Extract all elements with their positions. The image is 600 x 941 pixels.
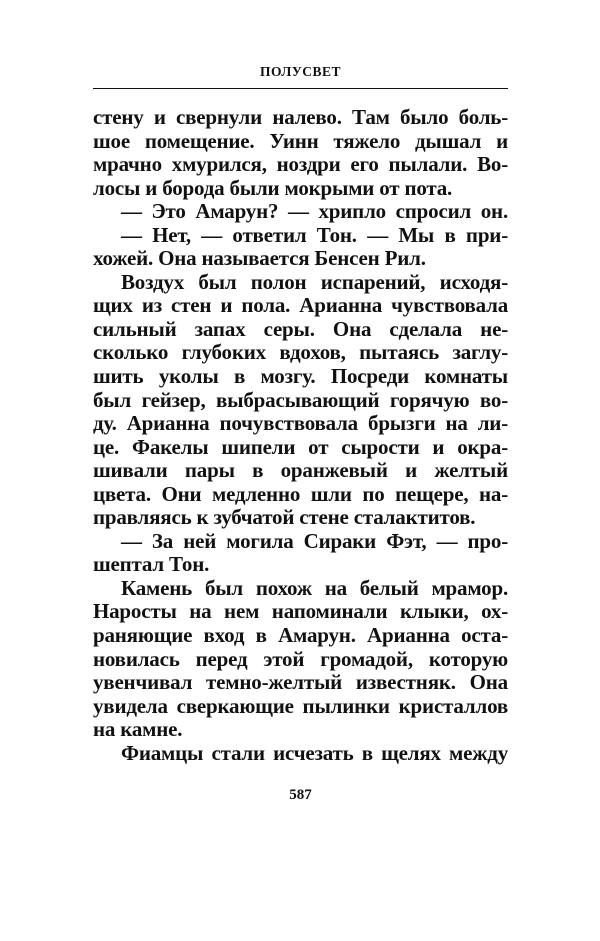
text-line: щих из стен и пола. Арианна чувствовала bbox=[93, 293, 508, 318]
text-line: увидела сверкающие пылинки кристаллов bbox=[93, 693, 508, 718]
text-line: Воздух был полон испарений, исходя- bbox=[121, 269, 508, 294]
text-line: увенчивал темно-желтый известняк. Она bbox=[93, 670, 508, 695]
text-line: — За ней могила Сираки Фэт, — про- bbox=[121, 528, 508, 553]
page-number: 587 bbox=[289, 787, 312, 803]
text-line: шивали пары в оранжевый и желтый bbox=[93, 458, 508, 483]
text-line: лосы и борода были мокрыми от пота. bbox=[93, 175, 453, 200]
running-head: ПОЛУСВЕТ bbox=[259, 64, 342, 79]
text-line: це. Факелы шипели от сырости и окра- bbox=[93, 434, 508, 459]
text-line: Камень был похож на белый мрамор. bbox=[121, 575, 508, 600]
text-line: — Нет, — ответил Тон. — Мы в при- bbox=[121, 222, 508, 247]
text-line: Фиамцы стали исчезать в щелях между bbox=[121, 740, 508, 765]
text-line: цвета. Они медленно шли по пещере, на- bbox=[93, 481, 508, 506]
text-line: сильный запах серы. Она сделала не- bbox=[93, 316, 508, 341]
text-line: ду. Арианна почувствовала брызги на ли- bbox=[93, 411, 508, 436]
text-line: мрачно хмурился, ноздри его пылали. Во- bbox=[93, 152, 508, 177]
text-line: шое помещение. Уинн тяжело дышал и bbox=[93, 128, 508, 153]
text-line: хожей. Она называется Бенсен Рил. bbox=[93, 246, 426, 271]
text-line: правляясь к зубчатой стене сталактитов. bbox=[93, 505, 476, 530]
text-line: стену и свернули налево. Там было боль- bbox=[93, 105, 508, 129]
text-line: шептал Тон. bbox=[93, 552, 210, 577]
text-line: раняющие вход в Амарун. Арианна оста- bbox=[93, 623, 508, 648]
text-line: новилась перед этой громадой, которую bbox=[93, 646, 508, 671]
text-line: был гейзер, выбрасывающий горячую во- bbox=[93, 387, 508, 412]
text-line: — Это Амарун? — хрипло спросил он. bbox=[121, 199, 508, 224]
text-line: на камне. bbox=[93, 717, 183, 742]
header-rule bbox=[93, 88, 508, 89]
text-line: Наросты на нем напоминали клыки, ох- bbox=[93, 599, 508, 624]
text-line: сколько глубоких вдохов, пытаясь заглу- bbox=[93, 340, 508, 365]
text-line: шить уколы в мозгу. Посреди комнаты bbox=[93, 364, 508, 389]
body-text bbox=[93, 106, 508, 765]
